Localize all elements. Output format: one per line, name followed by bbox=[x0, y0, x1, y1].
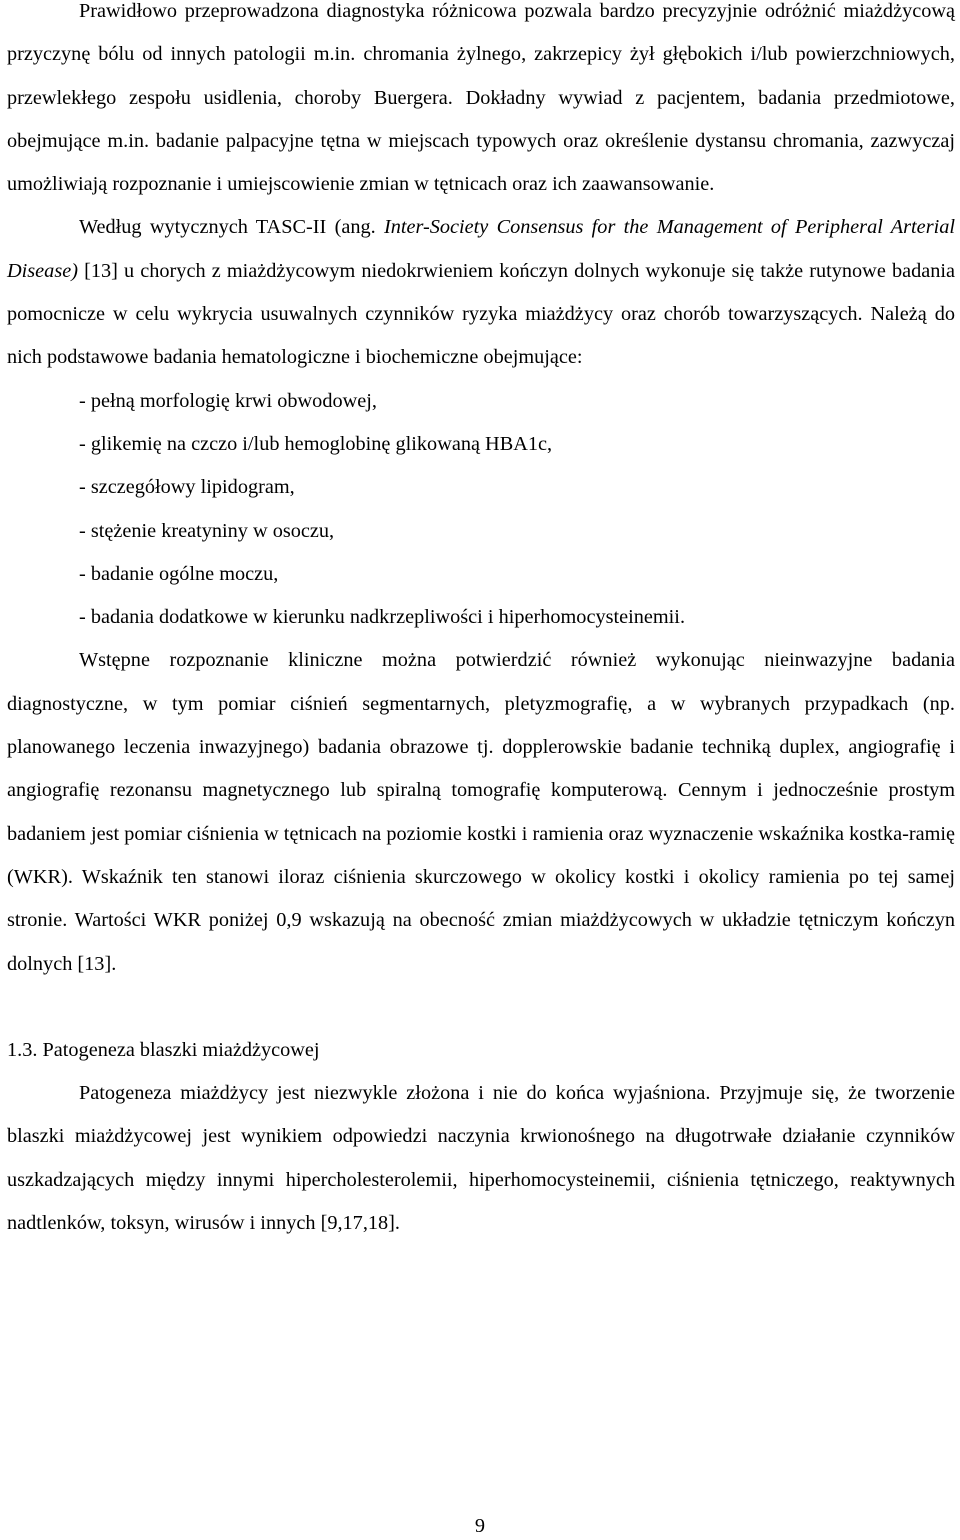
page-number: 9 bbox=[474, 1515, 486, 1537]
paragraph-tasc-text-start: Według wytycznych TASC-II (ang. bbox=[79, 216, 384, 239]
lab-tests-list bbox=[7, 380, 955, 640]
list-item: - pełną morfologię krwi obwodowej, bbox=[79, 389, 377, 412]
section-heading: 1.3. Patogeneza blaszki miażdżycowej bbox=[7, 1038, 320, 1061]
paragraph-tasc-text-end: [13] u chorych z miażdżycowym niedokrwieniem kończyn dolnych wykonuje się także rutynowe badania pomocnicze w celu wykrycia usuwalnych czynników ryzyka miażdżycy oraz chorób towarzyszących. Należą do nich podstawowe badania hematologiczne i biochemiczne obejmujące: bbox=[7, 259, 955, 369]
list-item: - stężenie kreatyniny w osoczu, bbox=[79, 519, 335, 542]
list-item: - szczegółowy lipidogram, bbox=[79, 476, 295, 499]
paragraph-differential-diagnosis: Prawidłowo przeprowadzona diagnostyka różnicowa pozwala bardzo precyzyjnie odróżnić miażdżycową przyczynę bólu od innych patologii m.in. chromania żylnego, zakrzepicy żył głębokich i/lub powierzchniowych, przewlekłego zespołu usidlenia, choroby Buergera. Dokładny wywiad z pacjentem, badania przedmiotowe, obejmujące m.in. badanie palpacyjne tętna w miejscach typowych oraz określenie dystansu chromania, zazwyczaj umożliwiają rozpoznanie i umiejscowienie zmian w tętnicach oraz ich zaawansowanie. bbox=[7, 0, 955, 196]
list-item: - glikemię na czczo i/lub hemoglobinę glikowaną HBA1c, bbox=[79, 432, 553, 455]
document-page bbox=[7, 0, 955, 1245]
paragraph-tasc-italic-title: Inter-Society Consensus for the Management of Peripheral Arterial Disease) bbox=[7, 216, 955, 282]
section-spacer bbox=[7, 986, 955, 1029]
list-item: - badanie ogólne moczu, bbox=[79, 562, 279, 585]
list-item: - badania dodatkowe w kierunku nadkrzepliwości i hiperhomocysteinemii. bbox=[79, 606, 686, 629]
paragraph-noninvasive-diagnostics: Wstępne rozpoznanie kliniczne można potwierdzić również wykonując nieinwazyjne badania diagnostyczne, w tym pomiar ciśnień segmentarnych, pletyzmografię, a w wybranych przypadkach (np. planowanego leczenia inwazyjnego) badania obrazowe tj. dopplerowskie badanie techniką duplex, angiografię i angiografię rezonansu magnetycznego lub spiralną tomografię komputerową. Cennym i jednocześnie prostym badaniem jest pomiar ciśnienia w tętnicach na poziomie kostki i ramienia oraz wyznaczenie wskaźnika kostka-ramię (WKR). Wskaźnik ten stanowi iloraz ciśnienia skurczowego w okolicy kostki i okolicy ramienia po tej samej stronie. Wartości WKR poniżej 0,9 wskazują na obecność zmian miażdżycowych w układzie tętniczym kończyn dolnych [13]. bbox=[7, 649, 955, 975]
paragraph-plaque-pathogenesis: Patogeneza miażdżycy jest niezwykle złożona i nie do końca wyjaśniona. Przyjmuje się, że tworzenie blaszki miażdżycowej jest wynikiem odpowiedzi naczynia krwionośnego na długotrwałe działanie czynników uszkadzających między innymi hipercholesterolemii, hiperhomocysteinemii, ciśnienia tętniczego, reaktywnych nadtlenków, toksyn, wirusów i innych [9,17,18]. bbox=[7, 1082, 955, 1235]
paragraph-tasc-guidelines bbox=[7, 206, 955, 379]
